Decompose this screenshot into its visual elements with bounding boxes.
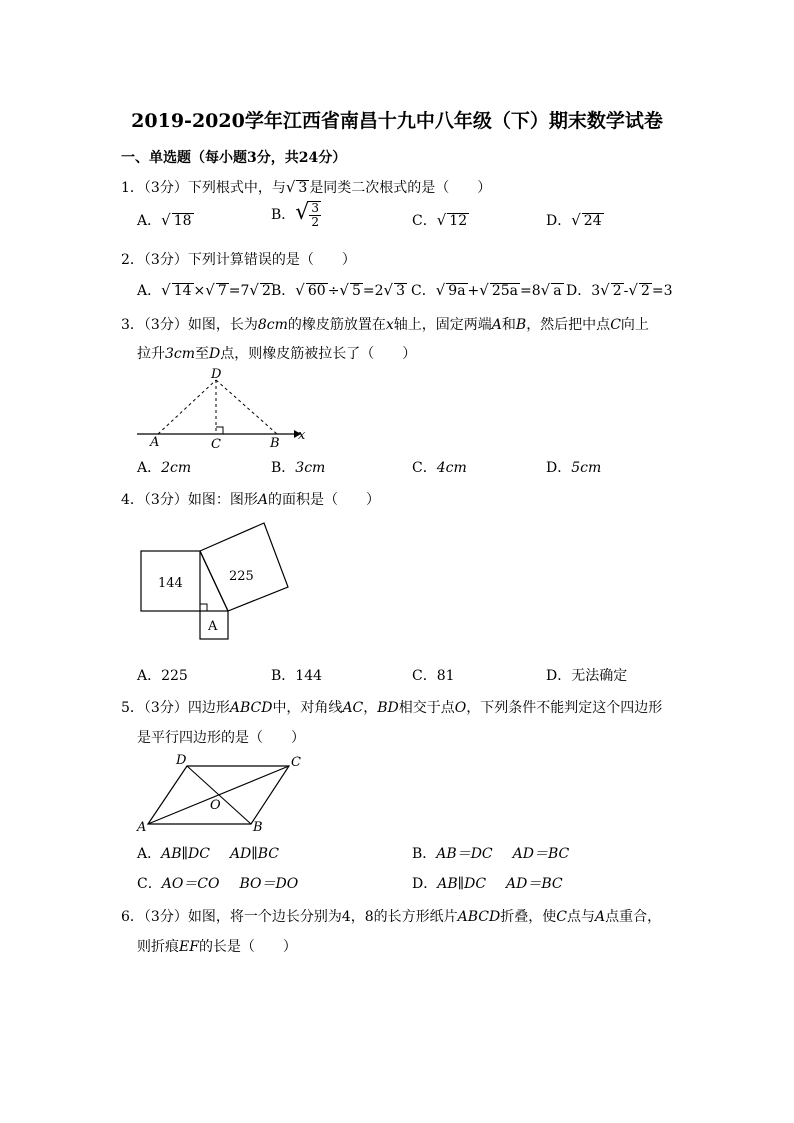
q4-option-c[interactable]: C．81: [412, 668, 455, 684]
q4-option-a[interactable]: A．225: [137, 668, 188, 684]
q3-option-a[interactable]: A．2cm: [137, 460, 192, 476]
question-2-stem: 2．（3分）下列计算错误的是（ ）: [121, 252, 356, 268]
label-a: A: [150, 435, 160, 450]
question-1-stem: 1．（3分）下列根式中，与√ 3 是同类二次根式的是（ ）: [121, 178, 492, 196]
question-3-stem-line1: 3．（3分）如图，长为8cm的橡皮筋放置在x轴上，固定两端A和B，然后把中点C向上: [121, 317, 649, 333]
label-225: 225: [229, 569, 254, 584]
q5-option-c[interactable]: C．AO＝CO BO＝DO: [137, 876, 299, 892]
question-3-stem-line2: 拉升3cm至D点，则橡皮筋被拉长了（ ）: [137, 346, 417, 362]
label-d: D: [176, 753, 187, 768]
label-c: C: [211, 437, 221, 452]
q2-option-a[interactable]: A．√ 14 ×√ 7 =7√ 2: [137, 281, 271, 299]
label-b: B: [253, 820, 263, 835]
q3-option-c[interactable]: C．4cm: [412, 460, 467, 476]
q5-option-d[interactable]: D．AB∥DC AD＝BC: [412, 876, 563, 892]
question-5-stem-line2: 是平行四边形的是（ ）: [137, 730, 305, 746]
q2-option-c[interactable]: C．√ 9a +√ 25a =8√ a: [411, 281, 562, 299]
q1-option-c[interactable]: C．√ 12: [412, 211, 468, 229]
label-c: C: [291, 755, 301, 770]
q5-option-b[interactable]: B．AB＝DC AD＝BC: [412, 846, 570, 862]
label-o: O: [210, 798, 221, 813]
q3-option-b[interactable]: B．3cm: [271, 460, 326, 476]
label-d: D: [211, 367, 222, 382]
label-x: x: [298, 428, 306, 443]
label-a: A: [208, 619, 218, 634]
page-title: 2019-2020学年江西省南昌十九中八年级（下）期末数学试卷: [131, 110, 663, 132]
q2-option-b[interactable]: B．√ 60 ÷√ 5 =2√ 3: [271, 281, 406, 299]
q1-option-b[interactable]: B．√ $\frac{3}{2}$: [271, 200, 319, 229]
section-heading: 一、单选题（每小题3分，共24分）: [121, 150, 347, 166]
q5-option-a[interactable]: A．AB∥DC AD∥BC: [137, 846, 279, 862]
q1-option-a[interactable]: A．√ 18: [137, 211, 192, 229]
question-6-stem-line2: 则折痕EF的长是（ ）: [137, 939, 297, 955]
q4-option-b[interactable]: B．144: [271, 668, 323, 684]
q3-option-d[interactable]: D．5cm: [546, 460, 602, 476]
label-b: B: [270, 436, 280, 451]
question-4-stem: 4．（3分）如图：图形A的面积是（ ）: [121, 492, 380, 508]
q2-option-d[interactable]: D．3√ 2 -√ 2 =3: [566, 281, 673, 299]
label-a: A: [137, 820, 147, 835]
q1-option-d[interactable]: D．√ 24: [546, 211, 602, 229]
question-5-stem-line1: 5．（3分）四边形ABCD中，对角线AC，BD相交于点O，下列条件不能判定这个四边形: [121, 700, 663, 716]
question-6-stem-line1: 6．（3分）如图，将一个边长分别为4，8的长方形纸片ABCD折叠，使C点与A点重合，: [121, 909, 662, 925]
q4-option-d[interactable]: D．无法确定: [546, 668, 628, 684]
label-144: 144: [158, 576, 183, 591]
diagonal-bd: [187, 766, 251, 824]
